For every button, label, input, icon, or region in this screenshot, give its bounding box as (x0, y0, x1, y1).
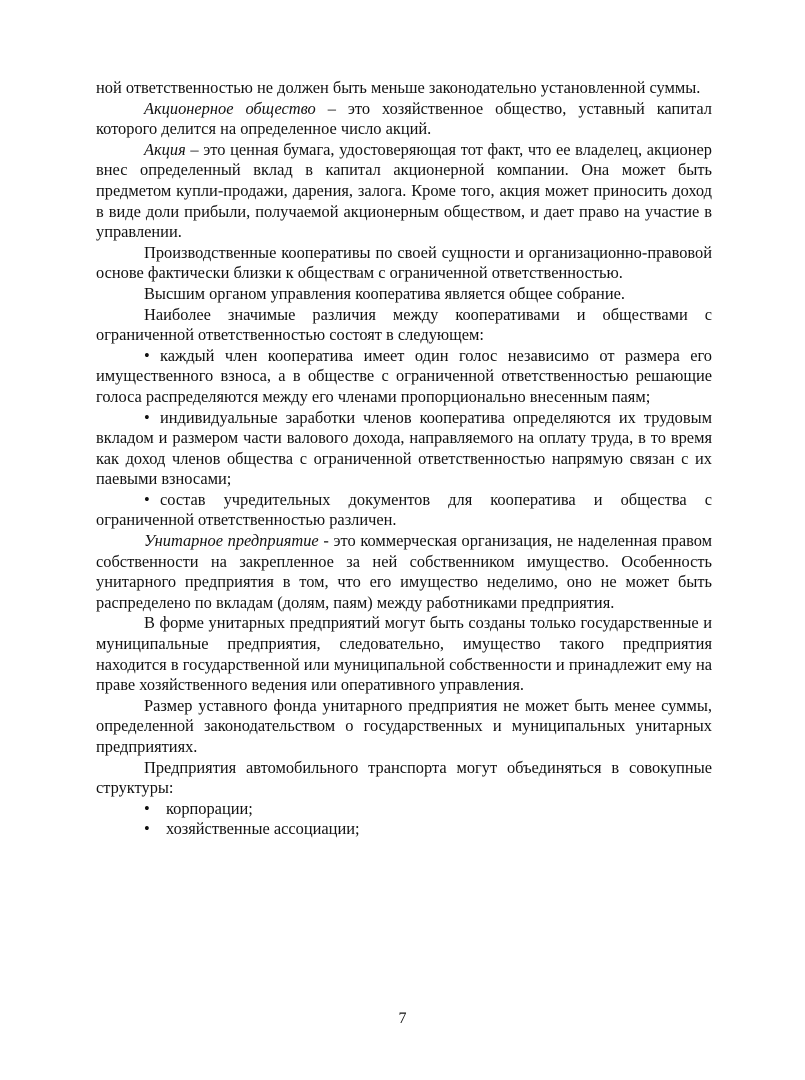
term-unitary-enterprise: Унитарное предприятие (144, 531, 319, 551)
list-item-associations (96, 819, 712, 840)
list-item-text: корпорации; (166, 798, 253, 818)
paragraph-unitary-forms: В форме унитарных предприятий могут быть созданы только государственные и муниципальные предприятия, следовательно, имущество такого предприятия находится в государственной или муниципальной собственности и принадлежит ему на праве хозяйственного ведения или оперативного управления. (96, 613, 712, 695)
paragraph-share (96, 140, 712, 243)
definition-unitary-enterprise: - это коммерческая организация, не наделенная правом собственности на закрепленное за ней собственником имущество. Особенность унитарного предприятия в том, что его имущество неделимо, оно не может быть распределено по вкладам (долям, паям) между работниками предприятия. (96, 531, 712, 612)
bullet-item-earnings (96, 408, 712, 490)
bullet-icon: • (144, 489, 150, 509)
bullet-item-votes (96, 346, 712, 408)
definition-share: – это ценная бумага, удостоверяющая тот факт, что ее владелец, акционер внес определенный вклад в капитал акционерной компании. Она может быть предметом купли-продажи, дарения, залога. Кроме того, акция может приносить доход в виде доли прибыли, получаемой акционерным обществом, и дает право на участие в управлении. (96, 139, 712, 242)
paragraph-differences-intro: Наиболее значимые различия между кооперативами и обществами с ограниченной ответственностью состоят в следующем: (96, 304, 712, 345)
definition-joint-stock-company: – это хозяйственное общество, уставный капитал которого делится на определенное число акций. (96, 98, 712, 139)
paragraph-unitary-enterprise (96, 531, 712, 613)
paragraph-statutory-fund: Размер уставного фонда унитарного предприятия не может быть менее суммы, определенной законодательством о государственных и муниципальных унитарных предприятиях. (96, 695, 712, 756)
bullet-icon: • (144, 407, 150, 427)
bullet-item-documents (96, 490, 712, 531)
bullet-icon: • (144, 819, 150, 839)
page-number: 7 (398, 1010, 407, 1027)
paragraph-governing-body: Высшим органом управления кооператива является общее собрание. (144, 283, 625, 303)
bullet-icon: • (144, 345, 150, 365)
bullet-icon: • (144, 798, 150, 818)
bullet-text: состав учредительных документов для кооператива и общества с ограниченной ответственностью различен. (96, 489, 712, 530)
list-item-corporations (96, 799, 712, 820)
paragraph-continuation: ной ответственностью не должен быть меньше законодательно установленной суммы. (96, 78, 701, 97)
term-joint-stock-company: Акционерное общество (144, 98, 316, 118)
list-item-text: хозяйственные ассоциации; (166, 819, 360, 839)
paragraph-joint-stock-company (96, 99, 712, 140)
document-page (96, 78, 712, 840)
bullet-text: каждый член кооператива имеет один голос независимо от размера его имущественного взноса, а в обществе с ограниченной ответственностью решающие голоса распределяются между его членами пропорционально внесенным паям; (96, 345, 712, 406)
paragraph-cooperatives: Производственные кооперативы по своей сущности и организационно-правовой основе фактически близки к обществам с ограниченной ответственностью. (96, 242, 712, 283)
paragraph-transport-structures: Предприятия автомобильного транспорта могут объединяться в совокупные структуры: (96, 757, 712, 798)
term-share: Акция (144, 139, 186, 159)
bullet-text: индивидуальные заработки членов кооператива определяются их трудовым вкладом и размером части валового дохода, направляемого на оплату труда, в то время как доход членов общества с ограниченной ответственностью напрямую связан с их паевыми взносами; (96, 407, 712, 489)
